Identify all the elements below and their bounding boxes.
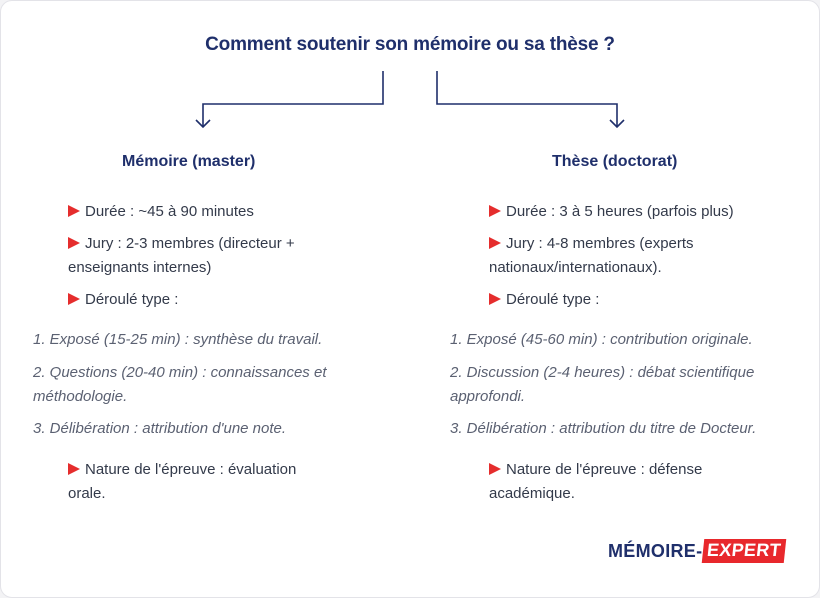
- memoire-step-1: 1. Exposé (15-25 min) : synthèse du travail.: [33, 331, 323, 348]
- red-triangle-icon: [68, 205, 80, 217]
- red-triangle-icon: [68, 463, 80, 475]
- memoire-jury: Jury : 2-3 membres (directeur + enseignants internes): [68, 235, 295, 276]
- these-jury: Jury : 4-8 membres (experts nationaux/internationaux).: [489, 235, 694, 276]
- diagram-title: Comment soutenir son mémoire ou sa thèse ?: [205, 34, 615, 55]
- memoire-deroule: Déroulé type :: [68, 288, 328, 312]
- red-triangle-icon: [489, 237, 501, 249]
- memoire-nature: Nature de l'épreuve : évaluation orale.: [68, 461, 297, 502]
- memoire-step-2: 2. Questions (20-40 min) : connaissances et méthodologie.: [33, 364, 327, 405]
- these-step-2: 2. Discussion (2-4 heures) : débat scientifique approfondi.: [450, 364, 755, 405]
- memoire-expert-logo: MÉMOIRE - EXPERT: [608, 538, 785, 564]
- memoire-step-3: 3. Délibération : attribution d'une note.: [33, 420, 287, 437]
- red-triangle-icon: [489, 463, 501, 475]
- these-step-3: 3. Délibération : attribution du titre de Docteur.: [450, 420, 757, 437]
- these-deroule: Déroulé type :: [489, 288, 749, 312]
- these-nature: Nature de l'épreuve : défense académique.: [489, 461, 703, 502]
- red-triangle-icon: [68, 293, 80, 305]
- memoire-duree: Durée : ~45 à 90 minutes: [68, 200, 328, 224]
- red-triangle-icon: [68, 237, 80, 249]
- red-triangle-icon: [489, 205, 501, 217]
- these-heading: Thèse (doctorat): [552, 153, 678, 170]
- these-step-1: 1. Exposé (45-60 min) : contribution originale.: [450, 331, 753, 348]
- red-triangle-icon: [489, 293, 501, 305]
- memoire-heading: Mémoire (master): [122, 153, 256, 170]
- these-duree: Durée : 3 à 5 heures (parfois plus): [489, 200, 789, 224]
